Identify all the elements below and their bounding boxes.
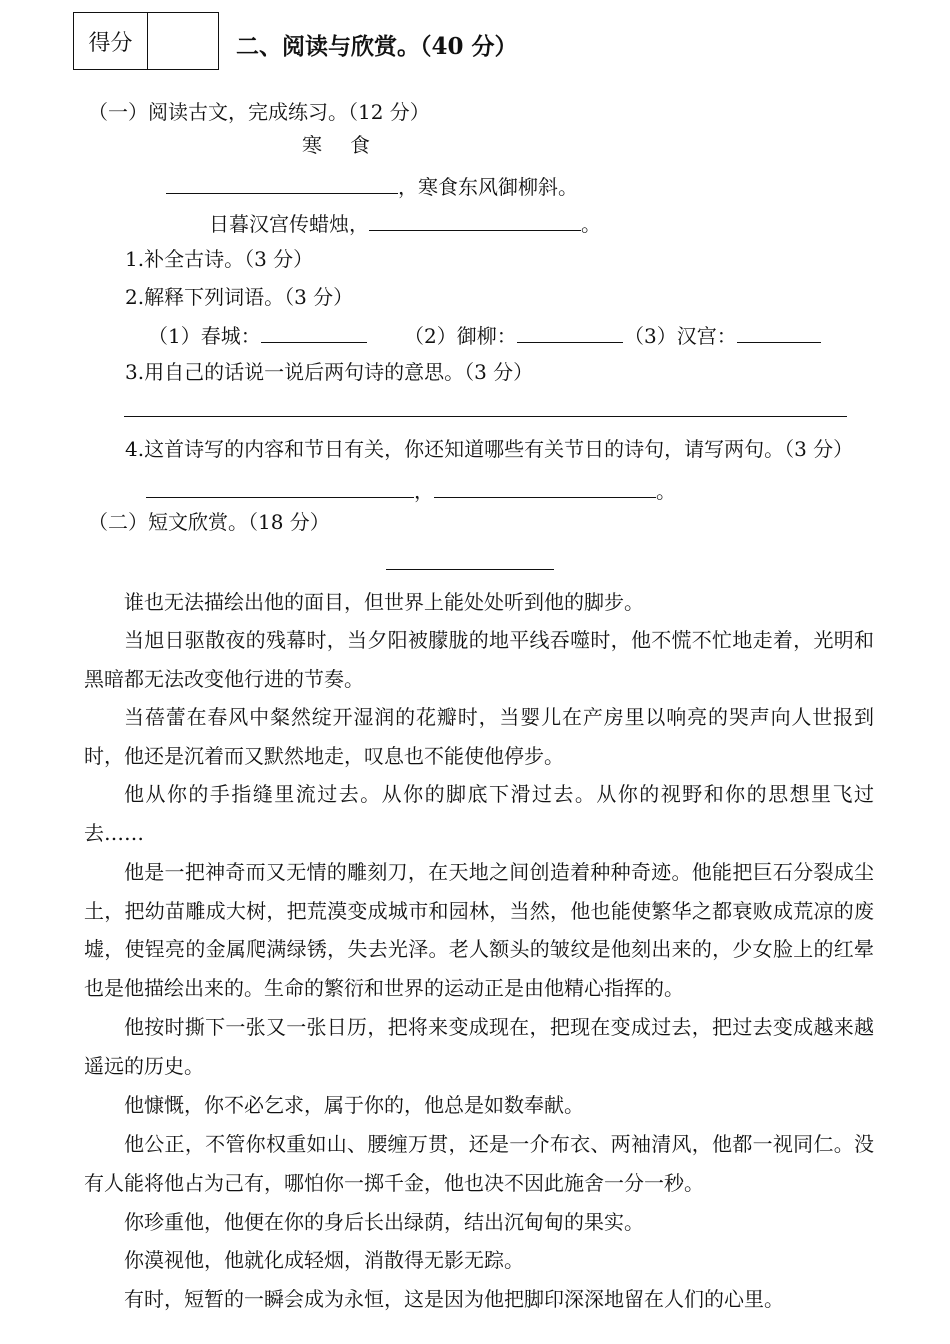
passage-paragraph-4: 他从你的手指缝里流过去。从你的脚底下滑过去。从你的视野和你的思想里飞过去……: [84, 782, 874, 845]
passage-paragraph-11: 有时，短暂的一瞬会成为永恒，这是因为他把脚印深深地留在人们的心里。: [124, 1287, 784, 1311]
question-3: 3.用自己的话说一说后两句诗的意思。（3 分）: [125, 360, 534, 384]
passage-paragraph-6: 他按时撕下一张又一张日历，把将来变成现在，把现在变成过去，把过去变成越来越遥远的历史。: [84, 1015, 874, 1078]
q2-item-3-label: （3）汉宫：: [624, 324, 737, 348]
passage-paragraph-3: 当蓓蕾在春风中粲然绽开湿润的花瓣时，当婴儿在产房里以响亮的哭声向人世报到时，他还是沉着而又默然地走，叹息也不能使他停步。: [84, 705, 874, 768]
q3-answer-line[interactable]: [124, 416, 847, 417]
passage-paragraph-9: 你珍重他，他便在你的身后长出绿荫，结出沉甸甸的果实。: [124, 1210, 644, 1234]
part1-heading: （一）阅读古文，完成练习。（12 分）: [88, 100, 430, 124]
poem-line1-text: ，寒食东风御柳斜。: [398, 175, 578, 199]
q2-item-3: [624, 322, 821, 348]
question-1: 1.补全古诗。（3 分）: [125, 247, 314, 271]
score-input-cell[interactable]: [148, 13, 218, 69]
passage-paragraph-10: 你漠视他，他就化成轻烟，消散得无影无踪。: [124, 1248, 524, 1272]
passage-paragraph-1: 谁也无法描绘出他的面目，但世界上能处处听到他的脚步。: [124, 590, 644, 614]
poem-line-1: [166, 173, 578, 199]
poem-blank-1[interactable]: [166, 173, 398, 194]
part2-heading: （二）短文欣赏。（18 分）: [88, 510, 330, 534]
passage-paragraph-8: 他公正，不管你权重如山、腰缠万贯，还是一介布衣、两袖清风，他都一视同仁。没有人能将他占为己有，哪怕你一掷千金，他也决不因此施舍一分一秒。: [84, 1132, 874, 1195]
question-2: 2.解释下列词语。（3 分）: [125, 285, 354, 309]
passage-paragraph-5: 他是一把神奇而又无情的雕刻刀，在天地之间创造着种种奇迹。他能把巨石分裂成尘土，把幼苗雕成大树，把荒漠变成城市和园林，当然，他也能使繁华之都衰败成荒凉的废墟，使锃亮的金属爬满绿锈，失去光泽。老人额头的皱纹是他刻出来的，少女脸上的红晕也是他描绘出来的。生命的繁衍和世界的运动正是由他精心指挥的。: [84, 860, 874, 1000]
q4-blank-1[interactable]: [146, 477, 414, 498]
poem-line2-text: 日暮汉宫传蜡烛，: [209, 212, 369, 236]
q2-item-1-label: （1）春城：: [148, 324, 261, 348]
q2-blank-2[interactable]: [517, 322, 623, 343]
q4-end: 。: [656, 479, 676, 503]
q2-blank-1[interactable]: [261, 322, 367, 343]
q4-blank-2[interactable]: [434, 477, 656, 498]
poem-line2-end: 。: [581, 212, 601, 236]
section-title: 二、阅读与欣赏。（40 分）: [236, 33, 518, 60]
score-box: [73, 12, 219, 70]
passage-paragraph-2: 当旭日驱散夜的残幕时，当夕阳被朦胧的地平线吞噬时，他不慌不忙地走着，光明和黑暗都无法改变他行进的节奏。: [84, 628, 874, 691]
q2-blank-3[interactable]: [737, 322, 821, 343]
poem-blank-2[interactable]: [369, 210, 581, 231]
passage-paragraph-7: 他慷慨，你不必乞求，属于你的，他总是如数奉献。: [124, 1093, 584, 1117]
q4-answer-row: [146, 477, 676, 503]
q2-item-1: [148, 322, 367, 348]
question-4: 4.这首诗写的内容和节日有关，你还知道哪些有关节日的诗句，请写两句。（3 分）: [125, 437, 854, 461]
poem-title: 寒 食: [302, 133, 374, 157]
score-label: 得分: [74, 13, 148, 69]
q2-item-2: [404, 322, 623, 348]
q2-item-2-label: （2）御柳：: [404, 324, 517, 348]
q4-separator: ，: [414, 479, 434, 503]
passage-title-blank[interactable]: [386, 569, 554, 570]
poem-line-2: [209, 210, 601, 236]
